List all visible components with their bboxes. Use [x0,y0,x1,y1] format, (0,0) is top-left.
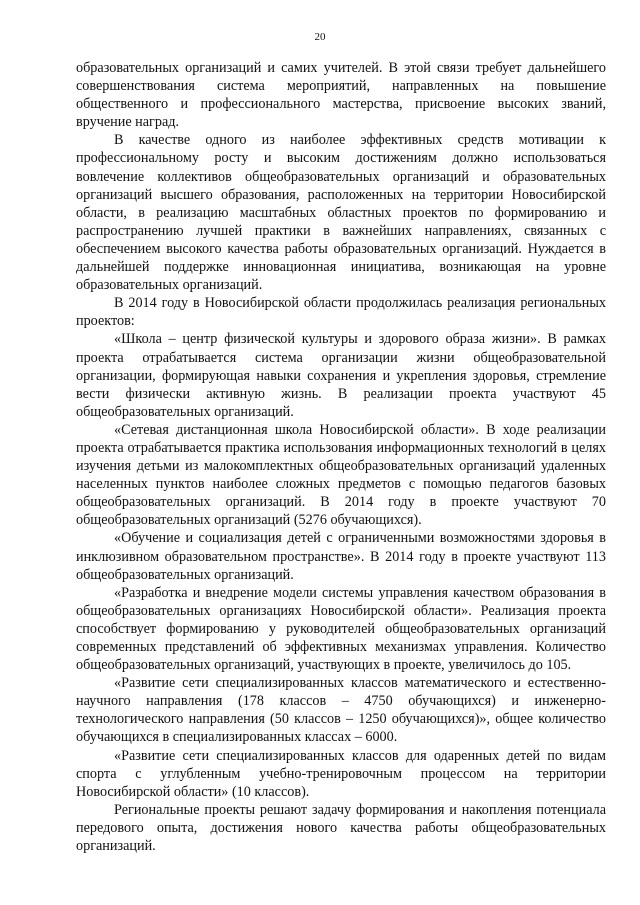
paragraph: «Школа – центр физической культуры и здорового образа жизни». В рамках проекта отрабатывается система организации жизни общеобразовательной организации, формирующая навыки сохранения и укрепления здоровья, стремление вести физически активную жизнь. В реализации проекта участвуют 45 общеобразовательных организаций. [76,331,606,420]
document-body [76,59,606,855]
paragraph: «Развитие сети специализированных классов для одаренных детей по видам спорта с углубленным учебно-тренировочным процессом на территории Новосибирской области» (10 классов). [76,747,606,800]
paragraph: В 2014 году в Новосибирской области продолжилась реализация региональных проектов: [76,295,606,330]
page-number: 20 [314,31,326,43]
paragraph: «Обучение и социализация детей с ограниченными возможностями здоровья в инклюзивном образовательном пространстве». В 2014 году в проекте участвуют 113 общеобразовательных организаций. [76,530,606,583]
paragraph: «Развитие сети специализированных классов математического и естественно-научного направления (178 классов – 4750 обучающихся) и инженерно-технологического направления (50 классов – 1250 обучающихся)», общее количество обучающихся в специализированных классах – 6000. [76,675,606,746]
paragraph: образовательных организаций и самих учителей. В этой связи требует дальнейшего совершенствования система мероприятий, направленных на повышение общественного и профессионального мастерства, присвоение высоких званий, вручение наград. [76,60,606,131]
paragraph: «Сетевая дистанционная школа Новосибирской области». В ходе реализации проекта отрабатывается практика использования информационных технологий в целях изучения детьми из малокомплектных общеобразовательных организаций удаленных населенных пунктов наиболее сложных предметов с помощью педагогов базовых общеобразовательных организаций. В 2014 году в проекте участвуют 70 общеобразовательных организаций (5276 обучающихся). [76,421,606,529]
paragraph: Региональные проекты решают задачу формирования и накопления потенциала передового опыта, достижения нового качества работы общеобразовательных организаций. [76,801,606,855]
paragraph: В качестве одного из наиболее эффективных средств мотивации к профессиональному росту и высоким достижениям должно использоваться вовлечение коллективов общеобразовательных организаций и образовательных организаций высшего образования, расположенных на территории Новосибирской области, в реализацию масштабных областных проектов по формированию и распространению лучшей практики в важнейших направлениях, связанных с обеспечением высокого качества работы образовательных организаций. Нуждается в дальнейшей поддержке инновационная инициатива, возникающая на уровне образовательных организаций. [76,132,606,294]
paragraph: «Разработка и внедрение модели системы управления качеством образования в общеобразовательных организациях Новосибирской области». Реализация проекта способствует формированию у руководителей общеобразовательных организаций современных представлений об эффективных механизмах управления. Количество общеобразовательных организаций, участвующих в проекте, увеличилось до 105. [76,584,606,674]
